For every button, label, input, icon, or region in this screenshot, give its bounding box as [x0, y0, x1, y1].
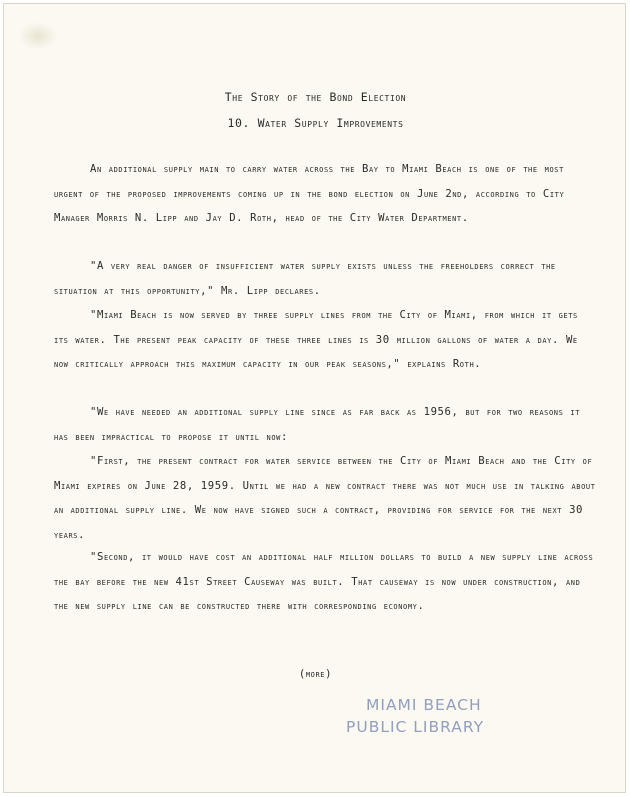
paragraph-text: "A very real danger of insufficient water supply exists unless the freeholders correct the situation at this opportunity," Mr. Lipp declares.: [54, 260, 556, 297]
paragraph-text: "Miami Beach is now served by three supply lines from the City of Miami, from which it gets its water. The present peak capacity of these three lines is 30 million gallons of water a day. We now critically approach this maximum capacity in our peak seasons," explains Roth.: [54, 309, 578, 370]
paragraph-text: "First, the present contract for water service between the City of Miami Beach and the City of Miami expires on June 28, 1959. Until we had a new contract there was not much use in talking about an additional supply line. We now have signed such a contract, providing for service for the next 30 years.: [54, 455, 596, 541]
paragraph-5: [54, 449, 599, 547]
stamp-line-2: PUBLIC LIBRARY: [346, 718, 485, 736]
paragraph-text: An additional supply main to carry water across the Bay to Miami Beach is one of the most urgent of the proposed improvements coming up in the bond election on June 2nd, according to City Manager Morris N. Lipp and Jay D. Roth, head of the City Water Department.: [54, 163, 565, 224]
paragraph-text: "Second, it would have cost an additional half million dollars to build a new supply line across the bay before the new 41st Street Causeway was built. That causeway is now under construction, and the new supply line can be constructed there with corresponding economy.: [54, 551, 594, 612]
paper-stain: [18, 22, 58, 50]
document-title: The Story of the Bond Election: [224, 90, 407, 104]
more-indicator: (more): [298, 668, 333, 680]
paragraph-2: [54, 254, 599, 303]
library-stamp: [346, 694, 484, 738]
paragraph-1: [54, 157, 599, 231]
document-page: [3, 3, 626, 793]
paragraph-4: [54, 400, 599, 449]
paragraph-6: [54, 545, 599, 619]
paragraph-3: [54, 303, 599, 377]
stamp-line-1: MIAMI BEACH: [366, 696, 482, 714]
paragraph-text: "We have needed an additional supply line since as far back as 1956, but for two reasons it has been impractical to propose it until now:: [54, 406, 581, 443]
document-subtitle: 10. Water Supply Improvements: [227, 116, 404, 130]
